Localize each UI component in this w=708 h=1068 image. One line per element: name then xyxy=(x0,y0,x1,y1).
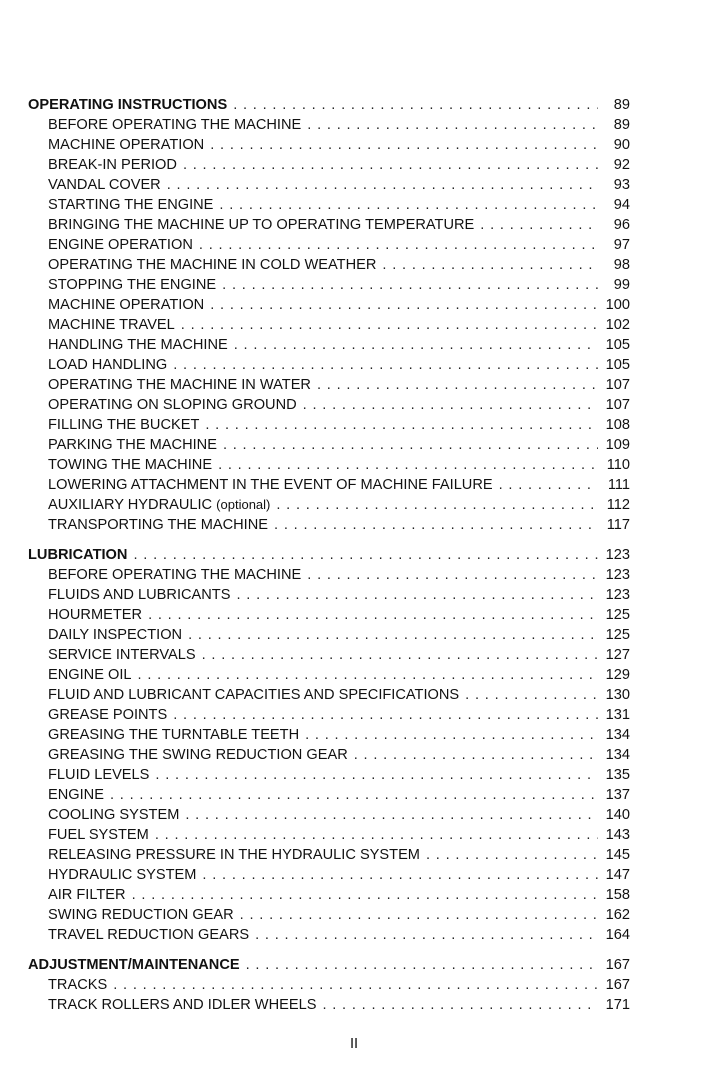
dot-leader xyxy=(274,515,598,535)
toc-entry[interactable] xyxy=(28,865,630,885)
entry-suffix: (optional) xyxy=(216,497,271,512)
entry-label: TRACK ROLLERS AND IDLER WHEELS xyxy=(48,997,317,1013)
toc-entry[interactable] xyxy=(28,665,630,685)
page-ref: 140 xyxy=(605,807,630,823)
dot-leader xyxy=(148,605,598,625)
entry-label: GREASING THE SWING REDUCTION GEAR xyxy=(48,747,348,763)
page-ref: 92 xyxy=(613,157,630,173)
dot-leader xyxy=(138,665,598,685)
dot-leader xyxy=(317,375,598,395)
toc-entry[interactable] xyxy=(28,375,630,395)
entry-label: PARKING THE MACHINE xyxy=(48,437,217,453)
toc-entry[interactable] xyxy=(28,195,630,215)
dot-leader xyxy=(240,905,598,925)
page-ref: 123 xyxy=(605,547,630,563)
toc-entry[interactable] xyxy=(28,175,630,195)
toc-entry[interactable] xyxy=(28,155,630,175)
toc-entry[interactable] xyxy=(28,355,630,375)
page-ref: 125 xyxy=(605,607,630,623)
page-ref: 162 xyxy=(605,907,630,923)
toc-entry[interactable] xyxy=(28,495,630,515)
toc-entry[interactable] xyxy=(28,335,630,355)
page-number: II xyxy=(349,1036,359,1052)
page-ref: 135 xyxy=(605,767,630,783)
toc-entry[interactable] xyxy=(28,565,630,585)
dot-leader xyxy=(199,235,598,255)
entry-label: MACHINE OPERATION xyxy=(48,297,205,313)
toc-entry[interactable] xyxy=(28,315,630,335)
page-ref: 171 xyxy=(605,997,630,1013)
entry-label: FLUID AND LUBRICANT CAPACITIES AND SPECIFICATIONS xyxy=(48,687,460,703)
section-title: OPERATING INSTRUCTIONS xyxy=(28,97,228,113)
entry-label: AIR FILTER xyxy=(48,887,126,903)
entry-label: TRACKS xyxy=(48,977,108,993)
page-ref: 164 xyxy=(605,927,630,943)
dot-leader xyxy=(205,415,598,435)
page-ref: 94 xyxy=(613,197,630,213)
page-ref: 96 xyxy=(613,217,630,233)
toc-entry[interactable] xyxy=(28,905,630,925)
toc-entry[interactable] xyxy=(28,765,630,785)
page-ref: 107 xyxy=(605,397,630,413)
toc-entry[interactable] xyxy=(28,585,630,605)
dot-leader xyxy=(210,295,598,315)
dot-leader xyxy=(113,975,598,995)
toc-entry[interactable] xyxy=(28,845,630,865)
entry-label: ENGINE xyxy=(48,787,104,803)
entry-label: BEFORE OPERATING THE MACHINE xyxy=(48,567,302,583)
dot-leader xyxy=(426,845,598,865)
dot-leader xyxy=(322,995,598,1015)
page-ref: 98 xyxy=(613,257,630,273)
dot-leader xyxy=(276,495,598,515)
toc-entry[interactable] xyxy=(28,975,630,995)
entry-label: SWING REDUCTION GEAR xyxy=(48,907,234,923)
dot-leader xyxy=(173,705,598,725)
toc-entry[interactable] xyxy=(28,455,630,475)
toc-entry[interactable] xyxy=(28,475,630,495)
section-title: ADJUSTMENT/MAINTENANCE xyxy=(28,957,240,973)
dot-leader xyxy=(223,435,598,455)
page-ref: 167 xyxy=(605,957,630,973)
page-ref: 105 xyxy=(605,357,630,373)
entry-label: LOWERING ATTACHMENT IN THE EVENT OF MACHINE FAILURE xyxy=(48,477,493,493)
dot-leader xyxy=(173,355,598,375)
entry-label: DAILY INSPECTION xyxy=(48,627,183,643)
page-ref: 167 xyxy=(605,977,630,993)
dot-leader xyxy=(110,785,598,805)
dot-leader xyxy=(465,685,598,705)
toc-entry[interactable] xyxy=(28,645,630,665)
dot-leader xyxy=(480,215,598,235)
page-ref: 99 xyxy=(613,277,630,293)
toc-entry[interactable] xyxy=(28,995,630,1015)
page-ref: 112 xyxy=(606,497,630,513)
dot-leader xyxy=(202,645,598,665)
entry-label: OPERATING ON SLOPING GROUND xyxy=(48,397,297,413)
page-ref: 117 xyxy=(606,517,630,533)
entry-label: FUEL SYSTEM xyxy=(48,827,149,843)
dot-leader xyxy=(305,725,598,745)
page-ref: 93 xyxy=(613,177,630,193)
page-ref: 89 xyxy=(613,117,630,133)
dot-leader xyxy=(246,955,598,975)
entry-label: ENGINE OIL xyxy=(48,667,132,683)
dot-leader xyxy=(255,925,598,945)
toc-entry[interactable] xyxy=(28,295,630,315)
page-ref: 108 xyxy=(605,417,630,433)
page-ref: 90 xyxy=(613,137,630,153)
entry-label: HYDRAULIC SYSTEM xyxy=(48,867,197,883)
dot-leader xyxy=(233,95,598,115)
toc-entry[interactable] xyxy=(28,215,630,235)
page-ref: 134 xyxy=(605,747,630,763)
entry-label: OPERATING THE MACHINE IN WATER xyxy=(48,377,311,393)
toc-entry[interactable] xyxy=(28,925,630,945)
dot-leader xyxy=(202,865,598,885)
page-ref: 130 xyxy=(605,687,630,703)
toc-entry[interactable] xyxy=(28,395,630,415)
toc-entry[interactable] xyxy=(28,435,630,455)
entry-label: LOAD HANDLING xyxy=(48,357,168,373)
page-ref: 110 xyxy=(606,457,630,473)
toc-entry[interactable] xyxy=(28,605,630,625)
dot-leader xyxy=(167,175,598,195)
dot-leader xyxy=(219,195,598,215)
page-ref: 102 xyxy=(605,317,630,333)
toc-section xyxy=(28,955,630,1015)
entry-label: STOPPING THE ENGINE xyxy=(48,277,217,293)
entry-label: SERVICE INTERVALS xyxy=(48,647,196,663)
toc-entry[interactable] xyxy=(28,235,630,255)
toc-entry[interactable] xyxy=(28,515,630,535)
dot-leader xyxy=(234,335,598,355)
page-ref: 127 xyxy=(605,647,630,663)
dot-leader xyxy=(181,315,598,335)
page-ref: 158 xyxy=(605,887,630,903)
dot-leader xyxy=(188,625,598,645)
page-ref: 131 xyxy=(605,707,630,723)
toc-entry[interactable] xyxy=(28,685,630,705)
entry-label: VANDAL COVER xyxy=(48,177,161,193)
page-ref: 105 xyxy=(605,337,630,353)
toc-entry[interactable] xyxy=(28,805,630,825)
dot-leader xyxy=(382,255,598,275)
page-ref: 111 xyxy=(607,477,630,493)
toc-entry[interactable] xyxy=(28,785,630,805)
page-ref: 125 xyxy=(605,627,630,643)
entry-label: BRINGING THE MACHINE UP TO OPERATING TEMPERATURE xyxy=(48,217,475,233)
entry-label: TRAVEL REDUCTION GEARS xyxy=(48,927,250,943)
toc-section xyxy=(28,95,630,535)
dot-leader xyxy=(499,475,598,495)
toc-entry[interactable] xyxy=(28,415,630,435)
entry-label: AUXILIARY HYDRAULIC (optional) xyxy=(48,497,271,513)
entry-label: GREASING THE TURNTABLE TEETH xyxy=(48,727,300,743)
entry-label: ENGINE OPERATION xyxy=(48,237,193,253)
dot-leader xyxy=(354,745,598,765)
entry-label: FILLING THE BUCKET xyxy=(48,417,200,433)
page-ref: 143 xyxy=(605,827,630,843)
page-ref: 123 xyxy=(605,567,630,583)
dot-leader xyxy=(307,115,598,135)
page-ref: 147 xyxy=(605,867,630,883)
page-ref: 97 xyxy=(613,237,630,253)
entry-label: HOURMETER xyxy=(48,607,143,623)
entry-label: TOWING THE MACHINE xyxy=(48,457,213,473)
toc-entry[interactable] xyxy=(28,725,630,745)
toc-section-heading[interactable] xyxy=(28,545,630,565)
dot-leader xyxy=(155,825,598,845)
entry-label: MACHINE OPERATION xyxy=(48,137,205,153)
entry-label: TRANSPORTING THE MACHINE xyxy=(48,517,269,533)
toc-entry[interactable] xyxy=(28,705,630,725)
dot-leader xyxy=(236,585,598,605)
toc-entry[interactable] xyxy=(28,255,630,275)
page-ref: 109 xyxy=(605,437,630,453)
toc-section-heading[interactable] xyxy=(28,955,630,975)
page-ref: 89 xyxy=(613,97,630,113)
dot-leader xyxy=(307,565,598,585)
toc-section-heading[interactable] xyxy=(28,95,630,115)
toc-entry[interactable] xyxy=(28,115,630,135)
page-ref: 129 xyxy=(605,667,630,683)
toc-entry[interactable] xyxy=(28,625,630,645)
table-of-contents xyxy=(28,95,630,1025)
entry-label: BEFORE OPERATING THE MACHINE xyxy=(48,117,302,133)
toc-entry[interactable] xyxy=(28,135,630,155)
entry-label: MACHINE TRAVEL xyxy=(48,317,175,333)
dot-leader xyxy=(303,395,598,415)
entry-label: GREASE POINTS xyxy=(48,707,168,723)
entry-label: RELEASING PRESSURE IN THE HYDRAULIC SYSTEM xyxy=(48,847,420,863)
toc-section xyxy=(28,545,630,945)
dot-leader xyxy=(218,455,598,475)
entry-label: FLUID LEVELS xyxy=(48,767,150,783)
entry-label: OPERATING THE MACHINE IN COLD WEATHER xyxy=(48,257,377,273)
entry-label: FLUIDS AND LUBRICANTS xyxy=(48,587,231,603)
page-ref: 145 xyxy=(605,847,630,863)
toc-entry[interactable] xyxy=(28,275,630,295)
toc-entry[interactable] xyxy=(28,745,630,765)
page-ref: 107 xyxy=(605,377,630,393)
dot-leader xyxy=(222,275,598,295)
dot-leader xyxy=(210,135,598,155)
dot-leader xyxy=(133,545,598,565)
entry-label: BREAK-IN PERIOD xyxy=(48,157,177,173)
page-ref: 123 xyxy=(605,587,630,603)
toc-entry[interactable] xyxy=(28,885,630,905)
page-ref: 137 xyxy=(605,787,630,803)
entry-label: COOLING SYSTEM xyxy=(48,807,180,823)
toc-entry[interactable] xyxy=(28,825,630,845)
dot-leader xyxy=(132,885,598,905)
entry-label: HANDLING THE MACHINE xyxy=(48,337,228,353)
dot-leader xyxy=(185,805,598,825)
dot-leader xyxy=(183,155,598,175)
page-ref: 134 xyxy=(605,727,630,743)
entry-label: STARTING THE ENGINE xyxy=(48,197,214,213)
dot-leader xyxy=(155,765,598,785)
page-ref: 100 xyxy=(605,297,630,313)
section-title: LUBRICATION xyxy=(28,547,128,563)
